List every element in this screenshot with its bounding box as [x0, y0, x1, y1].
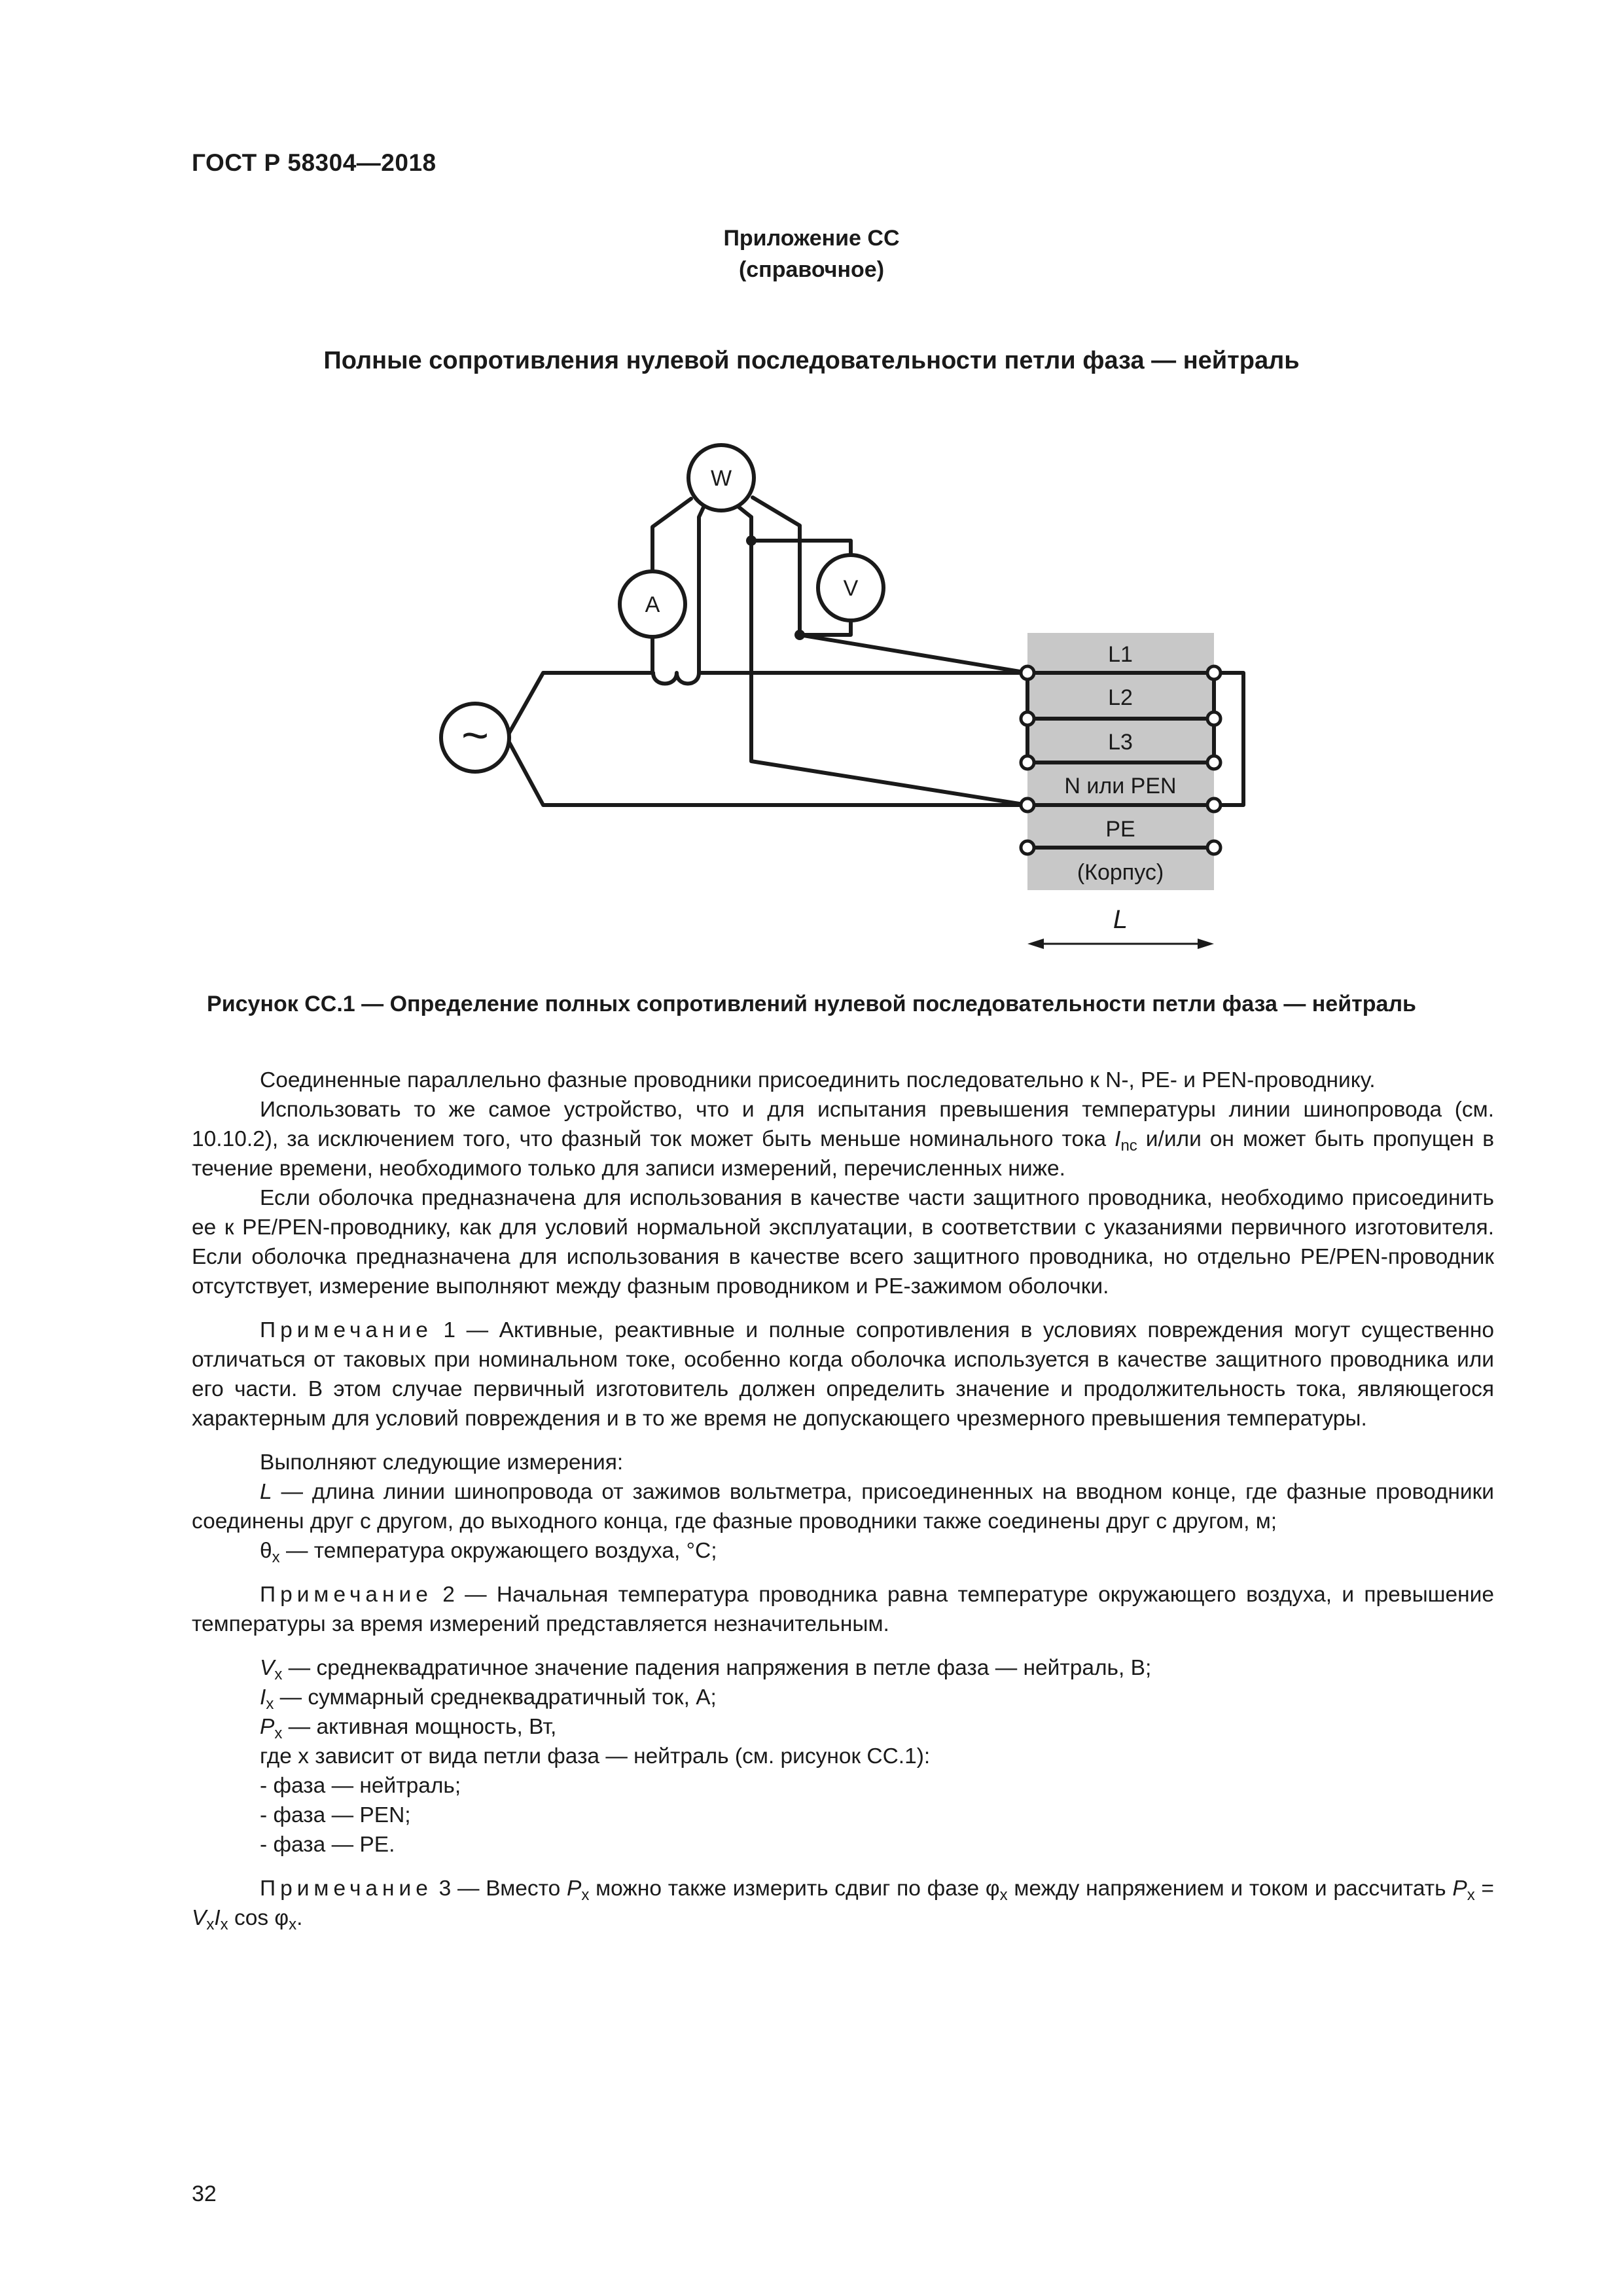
row-label-pe: PE	[1105, 817, 1135, 842]
list-item: - фаза — PE.	[260, 1833, 395, 1857]
length-label: L	[1113, 905, 1128, 934]
paragraph: Соединенные параллельно фазные проводники присоединить последовательно к N-, PE- и PEN-проводнику.	[260, 1068, 1376, 1092]
paragraph: Использовать то же самое устройство, что и для испытания превышения температуры линии шинопровода (см. 10.10.2), за исключением того, что фазный ток может быть меньше номинального тока $I_{nc}$ и/или он может быть пропущен в течение времени, необходимого только для записи измерений, перечисленных ниже.	[192, 1098, 1494, 1181]
row-label-housing: (Корпус)	[1077, 860, 1164, 885]
body-text	[192, 1066, 1494, 1933]
where-clause: где x зависит от вида петли фаза — нейтраль (см. рисунок СС.1):	[260, 1744, 931, 1768]
definition-I: $I_x$ — суммарный среднеквадратичный ток, А;	[260, 1685, 717, 1713]
definition-P: $P_x$ — активная мощность, Вт,	[260, 1715, 557, 1742]
paragraph: Если оболочка предназначена для использования в качестве части защитного проводника, необходимо присоединить ее к PE/PEN-проводнику, как для условий нормальной эксплуатации, в соответствии с указаниями первичного изготовителя. Если оболочка предназначена для использования в качестве всего защитного проводника, но отдельно PE/PEN-проводник отсутствует, измерение выполняют между фазным проводником и PE-зажимом оболочки.	[192, 1186, 1494, 1299]
document-header: ГОСТ Р 58304—2018	[192, 149, 437, 176]
note-1: Примечание 1 — Активные, реактивные и полные сопротивления в условиях повреждения могут существенно отличаться от таковых при номинальном токе, особенно когда оболочка используется в качестве защитного проводника или его части. В этом случае первичный изготовитель должен определить значение и продолжительность тока, являющегося характерным для условий повреждения и в то же время не допускающего чрезмерного превышения температуры.	[192, 1318, 1494, 1431]
source-symbol: ~	[461, 709, 490, 762]
list-item: - фаза — PEN;	[260, 1803, 411, 1827]
definition-L: L — длина линии шинопровода от зажимов вольтметра, присоединенных на вводном конце, где фазные проводники соединены друг с другом, до выходного конца, где фазные проводники также соединены друг с другом, м;	[192, 1480, 1494, 1534]
row-label-l2: L2	[1108, 685, 1133, 710]
definition-theta: $\theta_x$ — температура окружающего воздуха, °С;	[260, 1539, 717, 1566]
list-item: - фаза — нейтраль;	[260, 1774, 461, 1798]
figure-caption: Рисунок СС.1 — Определение полных сопротивлений нулевой последовательности петли фаза — нейтраль	[207, 992, 1416, 1016]
appendix-label: Приложение СС	[723, 226, 900, 251]
ammeter-label: A	[645, 592, 660, 617]
row-label-l1: L1	[1108, 642, 1133, 667]
appendix-title: Полные сопротивления нулевой последовательности петли фаза — нейтраль	[323, 347, 1300, 374]
row-label-l3: L3	[1108, 730, 1133, 755]
appendix-kind: (справочное)	[738, 257, 885, 282]
voltmeter-label: V	[843, 576, 859, 601]
page-number: 32	[192, 2181, 217, 2206]
wattmeter-label: W	[710, 466, 732, 491]
row-label-n: N или PEN	[1064, 774, 1177, 798]
circuit-diagram	[0, 0, 1623, 982]
definition-V: $V_x$ — среднеквадратичное значение падения напряжения в петле фаза — нейтраль, В;	[260, 1656, 1152, 1683]
measurements-intro: Выполняют следующие измерения:	[260, 1450, 624, 1475]
note-2: Примечание 2 — Начальная температура проводника равна температуре окружающего воздуха, и превышение температуры за время измерений представляется незначительным.	[192, 1583, 1494, 1636]
note-3: Примечание 3 — Вместо $P_x$ можно также измерить сдвиг по фазе $\varphi_x$ между напряжением и током и рассчитать $P_x = V_xI_x$ $\cos \varphi_x$.	[192, 1876, 1494, 1933]
